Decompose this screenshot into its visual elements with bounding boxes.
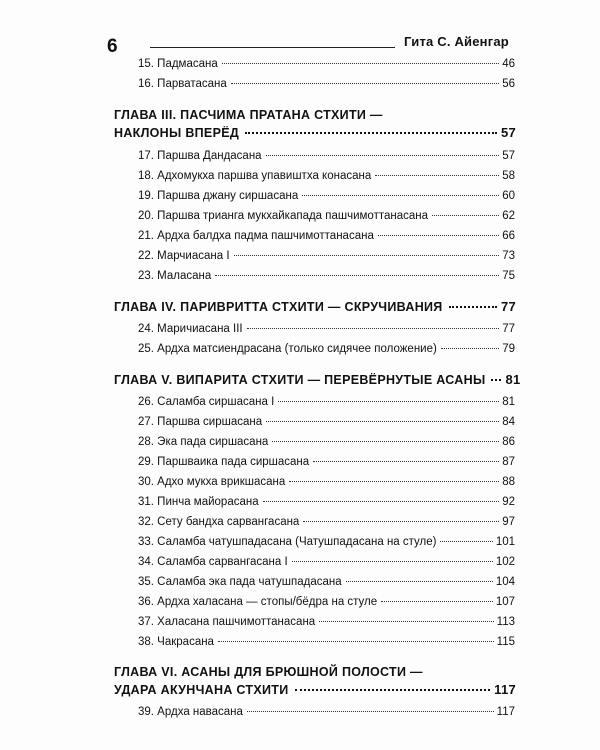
toc-entry-title: 27. Паршва сиршасана — [138, 416, 263, 428]
dot-leader — [245, 132, 497, 134]
toc-entry-title: 23. Маласана — [138, 270, 212, 282]
toc-entry-24 — [138, 322, 515, 337]
chapter-title-line-2: УДАРА АКУНЧАНА СТХИТИ — [114, 683, 289, 697]
toc-entry-page: 104 — [495, 576, 515, 588]
toc-entry-page: 84 — [502, 416, 515, 428]
toc-entry-20 — [138, 209, 515, 224]
toc-entry-title: 33. Саламба чатушпадасана (Чатушпадасана на стуле) — [138, 536, 437, 548]
toc-entry-21 — [138, 229, 515, 244]
chapter-title-line-2: НАКЛОНЫ ВПЕРЁД — [114, 126, 240, 140]
chapter-page: 77 — [500, 299, 516, 314]
chapter-heading-3 — [114, 107, 516, 142]
chapter-page: 117 — [494, 682, 516, 697]
toc-entry-title: 16. Парватасана — [138, 78, 227, 90]
toc-entry-26 — [138, 395, 515, 410]
chapter-page: 57 — [500, 125, 516, 140]
dot-leader — [234, 255, 500, 256]
dot-leader — [381, 601, 493, 602]
toc-entry-17 — [138, 149, 515, 164]
dot-leader — [266, 155, 500, 156]
toc-entry-29 — [138, 455, 515, 470]
chapter-page: 81 — [505, 372, 521, 387]
dot-leader — [295, 689, 491, 691]
toc-entry-title: 34. Саламба сарвангасана I — [138, 556, 288, 568]
dot-leader — [313, 461, 499, 462]
chapter-heading-4 — [114, 298, 516, 316]
toc-entry-25 — [138, 342, 515, 357]
dot-leader — [441, 348, 499, 349]
toc-entry-title: 22. Марчиасана I — [138, 250, 230, 262]
toc-entry-title: 29. Паршваика пада сиршасана — [138, 456, 310, 468]
toc-entry-36 — [138, 595, 515, 610]
dot-leader — [215, 275, 499, 276]
toc-entry-title: 39. Ардха навасана — [138, 706, 243, 718]
dot-leader — [263, 501, 500, 502]
dot-leader — [231, 83, 499, 84]
toc-entry-page: 102 — [495, 556, 515, 568]
toc-entry-27 — [138, 415, 515, 430]
toc-entry-30 — [138, 475, 515, 490]
toc-entry-title: 19. Паршва джану сиршасана — [138, 190, 299, 202]
toc-entry-page: 73 — [502, 250, 515, 262]
toc-entry-page: 88 — [502, 476, 515, 488]
toc-entry-18 — [138, 169, 515, 184]
toc-entry-31 — [138, 495, 515, 510]
dot-leader — [266, 421, 499, 422]
toc-entry-19 — [138, 189, 515, 204]
toc-entry-title: 21. Ардха балдха падма пашчимоттанасана — [138, 230, 374, 242]
toc-entry-28 — [138, 435, 515, 450]
toc-entry-16 — [138, 77, 515, 92]
dot-leader — [222, 63, 499, 64]
toc-entry-page: 62 — [502, 210, 515, 222]
toc-entry-page: 58 — [502, 170, 515, 182]
page-number: 6 — [107, 36, 118, 57]
toc-entry-title: 30. Адхо мукха врикшасана — [138, 476, 286, 488]
dot-leader — [278, 401, 499, 402]
dot-leader — [302, 195, 499, 196]
toc-entry-title: 37. Халасана пашчимоттанасана — [138, 616, 316, 628]
dot-leader — [218, 641, 494, 642]
chapter-title-line-1: ГЛАВА VI. АСАНЫ ДЛЯ БРЮШНОЙ ПОЛОСТИ — — [114, 665, 423, 679]
toc-entry-page: 113 — [496, 616, 515, 628]
chapter-heading-6 — [114, 664, 516, 699]
toc-entry-22 — [138, 249, 515, 264]
dot-leader — [440, 541, 492, 542]
dot-leader — [378, 235, 499, 236]
toc-entry-page: 117 — [496, 706, 515, 718]
toc-entry-page: 107 — [495, 596, 515, 608]
toc-entry-page: 87 — [502, 456, 515, 468]
toc-entry-title: 20. Паршва трианга мукхайкапада пашчимоттанасана — [138, 210, 429, 222]
toc-entry-title: 35. Саламба эка пада чатушпадасана — [138, 576, 342, 588]
toc-entry-23 — [138, 269, 515, 284]
dot-leader — [491, 379, 501, 381]
toc-entry-38 — [138, 635, 515, 650]
toc-entry-title: 38. Чакрасана — [138, 636, 214, 648]
dot-leader — [272, 441, 499, 442]
toc-entry-page: 46 — [502, 58, 515, 70]
toc-entry-37 — [138, 615, 515, 630]
toc-entry-page: 66 — [502, 230, 515, 242]
toc-entry-page: 115 — [496, 636, 515, 648]
toc-entry-title: 36. Ардха халасана — стопы/бёдра на стуле — [138, 596, 378, 608]
toc-entry-title: 28. Эка пада сиршасана — [138, 436, 269, 448]
dot-leader — [247, 328, 500, 329]
toc-entry-page: 57 — [502, 150, 515, 162]
toc-entry-page: 60 — [502, 190, 515, 202]
toc-entry-page: 79 — [502, 343, 515, 355]
chapter-title-line-1: ГЛАВА IV. ПАРИВРИТТА СТХИТИ — СКРУЧИВАНИЯ — [114, 300, 443, 314]
header-rule — [150, 47, 395, 48]
toc-entry-34 — [138, 555, 515, 570]
toc-entry-15 — [138, 57, 515, 72]
toc-entry-page: 75 — [502, 270, 515, 282]
chapter-title-line-1: ГЛАВА V. ВИПАРИТА СТХИТИ — ПЕРЕВЁРНУТЫЕ АСАНЫ — [114, 373, 486, 387]
toc-entry-page: 101 — [495, 536, 515, 548]
dot-leader — [319, 621, 493, 622]
toc-entry-title: 18. Адхомукха паршва упавиштха конасана — [138, 170, 372, 182]
toc-entry-page: 86 — [502, 436, 515, 448]
toc-entry-title: 32. Сету бандха сарвангасана — [138, 516, 300, 528]
chapter-title-line-1: ГЛАВА III. ПАСЧИМА ПРАТАНА СТХИТИ — — [114, 108, 383, 122]
toc-entry-title: 25. Ардха матсиендрасана (только сидячее положение) — [138, 343, 437, 355]
toc-entry-page: 92 — [502, 496, 515, 508]
toc-entry-title: 31. Пинча майорасана — [138, 496, 259, 508]
toc-entry-title: 15. Падмасана — [138, 58, 218, 70]
dot-leader — [247, 711, 494, 712]
toc-entry-title: 17. Паршва Дандасана — [138, 150, 262, 162]
toc-entry-35 — [138, 575, 515, 590]
toc-entry-33 — [138, 535, 515, 550]
toc-entry-39 — [138, 705, 515, 720]
toc-entry-page: 81 — [502, 396, 515, 408]
toc-entry-page: 77 — [502, 323, 515, 335]
toc-entry-page: 97 — [502, 516, 515, 528]
toc-entry-32 — [138, 515, 515, 530]
dot-leader — [303, 521, 499, 522]
toc-entry-title: 24. Маричиасана III — [138, 323, 243, 335]
dot-leader — [289, 481, 499, 482]
dot-leader — [432, 215, 499, 216]
running-title: Гита С. Айенгар — [404, 34, 509, 49]
dot-leader — [375, 175, 499, 176]
chapter-heading-5 — [114, 371, 521, 389]
toc-entry-title: 26. Саламба сиршасана I — [138, 396, 275, 408]
page-header — [0, 0, 600, 60]
dot-leader — [449, 306, 497, 308]
dot-leader — [292, 561, 493, 562]
toc-entry-page: 56 — [502, 78, 515, 90]
dot-leader — [346, 581, 493, 582]
